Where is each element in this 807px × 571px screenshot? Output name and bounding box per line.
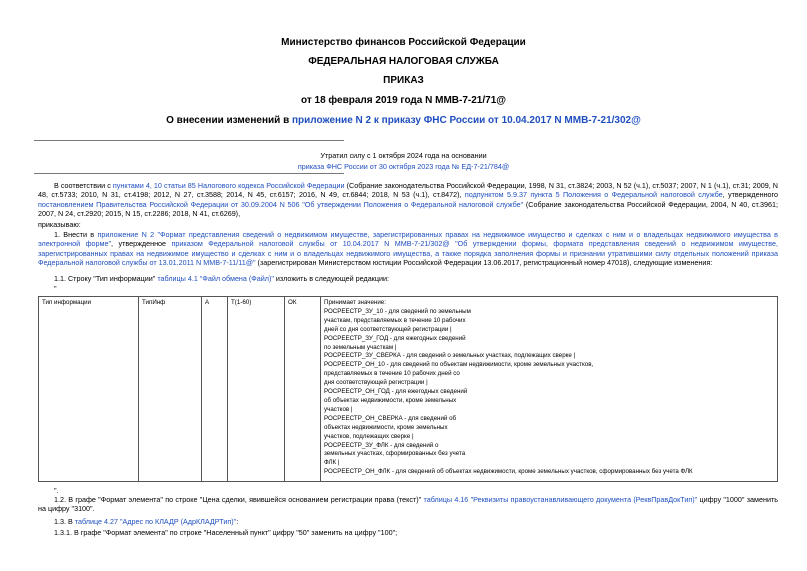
value-line: РОСРЕЕСТР_ОН_ФЛК - для сведений об объектах недвижимости, кроме земельных участков, сформированных без учета ФЛК <box>324 468 693 476</box>
item-1-3-1: 1.3.1. В графе "Формат элемента" по строке "Населенный пункт" цифру "50" заменить на цифру "100"; <box>54 528 398 537</box>
value-line: РОСРЕЕСТР_ЗУ_10 - для сведений по земельным <box>324 307 471 315</box>
table-4-1-link[interactable]: таблицы 4.1 "Файл обмена (Файл)" <box>157 274 274 283</box>
item-1-3 <box>54 517 238 526</box>
info-type-table <box>38 296 778 482</box>
tax-code-link[interactable]: пунктами 4, 10 статьи 85 Налогового кодекса Российской Федерации <box>112 181 345 190</box>
item-1-paragraph <box>38 230 778 268</box>
validity-link[interactable]: приказа ФНС России от 30 октября 2023 года № ЕД-7-21/784@ <box>297 162 510 171</box>
item-1-1-text-1: 1.1. Строку "Тип информации" <box>54 274 158 283</box>
value-line: РОСРЕЕСТР_ЗУ_ГОД - для ежегодных сведений <box>324 334 466 342</box>
value-line: участкам, представляемых в течение 10 рабочих <box>324 316 466 324</box>
value-line: объектах недвижимости, кроме земельных <box>324 423 448 431</box>
ministry-title: Министерство финансов Российской Федерации <box>281 37 526 48</box>
item-1-2-text-2: цифру "1000" заменить на цифру "3100". <box>38 495 778 514</box>
value-line: земельных участках, сформированных без учета <box>324 450 466 458</box>
closing-quote: ". <box>54 486 59 495</box>
item-1-1 <box>54 274 389 283</box>
value-line: дней со дня соответствующей регистрации | <box>324 325 452 333</box>
table-cell-code: ТипИнф <box>139 297 202 482</box>
government-decree-link[interactable]: постановлением Правительства Российской Федерации от 30.09.2004 N 506 "Об утверждении Положения о Федеральной налоговой службе" <box>38 199 524 209</box>
preamble-paragraph <box>38 181 778 219</box>
value-line: участков, подлежащих сверке | <box>324 432 414 440</box>
doc-date-number: от 18 февраля 2019 года N ММВ-7-21/71@ <box>301 95 506 106</box>
doc-subject <box>0 115 807 126</box>
table-cell-values <box>321 297 778 482</box>
item-1-1-text-2: изложить в следующей редакции: <box>273 274 389 283</box>
opening-quote: " <box>54 284 57 293</box>
item-1-2-text-1: 1.2. В графе "Формат элемента" по строке "Цена сделки, явившейся основанием регистрации права (текст)" <box>54 495 424 504</box>
item-1-2-paragraph <box>38 495 778 514</box>
value-line: дня соответствующей регистрации | <box>324 379 428 387</box>
table-cell-format: Т(1-60) <box>228 297 285 482</box>
value-line: РОСРЕЕСТР_ОН_СВЕРКА - для сведений об <box>324 414 457 422</box>
doc-type: ПРИКАЗ <box>383 75 424 86</box>
header-divider <box>34 140 344 141</box>
value-line: РОСРЕЕСТР_ЗУ_СВЕРКА - для сведений о земельных участках, подлежащих сверке | <box>324 352 576 360</box>
appendix-2-link[interactable]: приложение N 2 "Формат представления сведений о недвижимом имуществе, зарегистрированных правах на недвижимое имущество и сделках с ним и о владельцах недвижимого имущества в электронной форме" <box>38 230 778 249</box>
value-line: об объектах недвижимости, кроме земельных <box>324 396 457 404</box>
value-line: участков | <box>324 405 353 413</box>
value-line: представляемых в течение 10 рабочих дней со <box>324 370 460 378</box>
value-line: РОСРЕЕСТР_ЗУ_ФЛК - для сведений о <box>324 441 439 449</box>
table-cell-type: А <box>202 297 228 482</box>
value-line: РОСРЕЕСТР_ОН_ГОД - для ежегодных сведений <box>324 388 468 396</box>
subject-prefix: О внесении изменений в <box>166 115 292 126</box>
table-cell-name: Тип информации <box>39 297 139 482</box>
preamble-text-3: , утвержденного <box>722 190 779 200</box>
order-302-link[interactable]: приказом Федеральной налоговой службы от 10.04.2017 N ММВ-7-21/302@ "Об утверждении формы, формата представления сведений о недвижимом имуществе, зарегистрированных правах на недвижимое имущество и сделках с ним и о владельцах недвижимого имущества, а также порядка заполнения формы и признании утратившими силу отдельных положений приказа Федеральной налоговой службы от 13.01.2011 N ММВ-7-11/11@" <box>38 239 779 268</box>
validity-divider <box>34 173 344 174</box>
item-1-text-3: (зарегистрирован Министерством юстиции Российской Федерации 13.06.2017, регистрационный номер 47018), следующие изменения: <box>255 258 713 268</box>
regulation-link[interactable]: подпунктом 5.9.37 пункта 5 Положения о Федеральной налоговой службе <box>464 190 723 200</box>
subject-link[interactable]: приложение N 2 к приказу ФНС России от 10.04.2017 N ММВ-7-21/302@ <box>292 115 641 126</box>
order-word: приказываю: <box>38 220 81 229</box>
item-1-text-2: , утвержденное <box>111 239 172 249</box>
preamble-text-1: В соответствии с <box>54 181 113 190</box>
value-line: по земельным участкам | <box>324 343 397 351</box>
table-cell-required: ОК <box>285 297 321 482</box>
value-line: РОСРЕЕСТР_ОН_10 - для сведений по объектам недвижимости, кроме земельных участков, <box>324 361 594 369</box>
value-line: ФЛК | <box>324 459 340 467</box>
validity-note: Утратил силу с 1 октября 2024 года на основании <box>320 151 487 160</box>
item-1-3-text-1: 1.3. В <box>54 517 75 526</box>
table-4-27-link[interactable]: таблице 4.27 "Адрес по КЛАДР (АдрКЛАДРТип)" <box>74 517 237 526</box>
item-1-3-text-2: : <box>236 517 239 526</box>
preamble-text-2: (Собрание законодательства Российской Федерации, 1998, N 31, ст.3824; 2003, N 52 (ч.1), ст.5037; 2007, N 1 (ч.1), ст.31; 2009, N 48, ст.5733; 2010, N 31, ст.4198; 2012, N 27, ст.3588; 2014, N 45, ст.6157; 2016, N 49, ст.6844; 2018, N 53 (ч.1), ст.8472), <box>38 181 778 200</box>
service-title: ФЕДЕРАЛЬНАЯ НАЛОГОВАЯ СЛУЖБА <box>308 56 499 67</box>
preamble-text-4: (Собрание законодательства Российской Федерации, 2004, N 40, ст.3961; 2007, N 24, ст.2920; 2015, N 15, ст.2286; 2018, N 41, ст.6269), <box>38 199 778 219</box>
table-4-16-link[interactable]: таблицы 4.16 "Реквизиты правоустанавливающего документа (РеквПравДокТип)" <box>423 495 698 504</box>
table-row <box>39 297 778 482</box>
item-1-text-1: 1. Внести в <box>54 230 98 239</box>
value-line: Принимает значение: <box>324 299 386 306</box>
